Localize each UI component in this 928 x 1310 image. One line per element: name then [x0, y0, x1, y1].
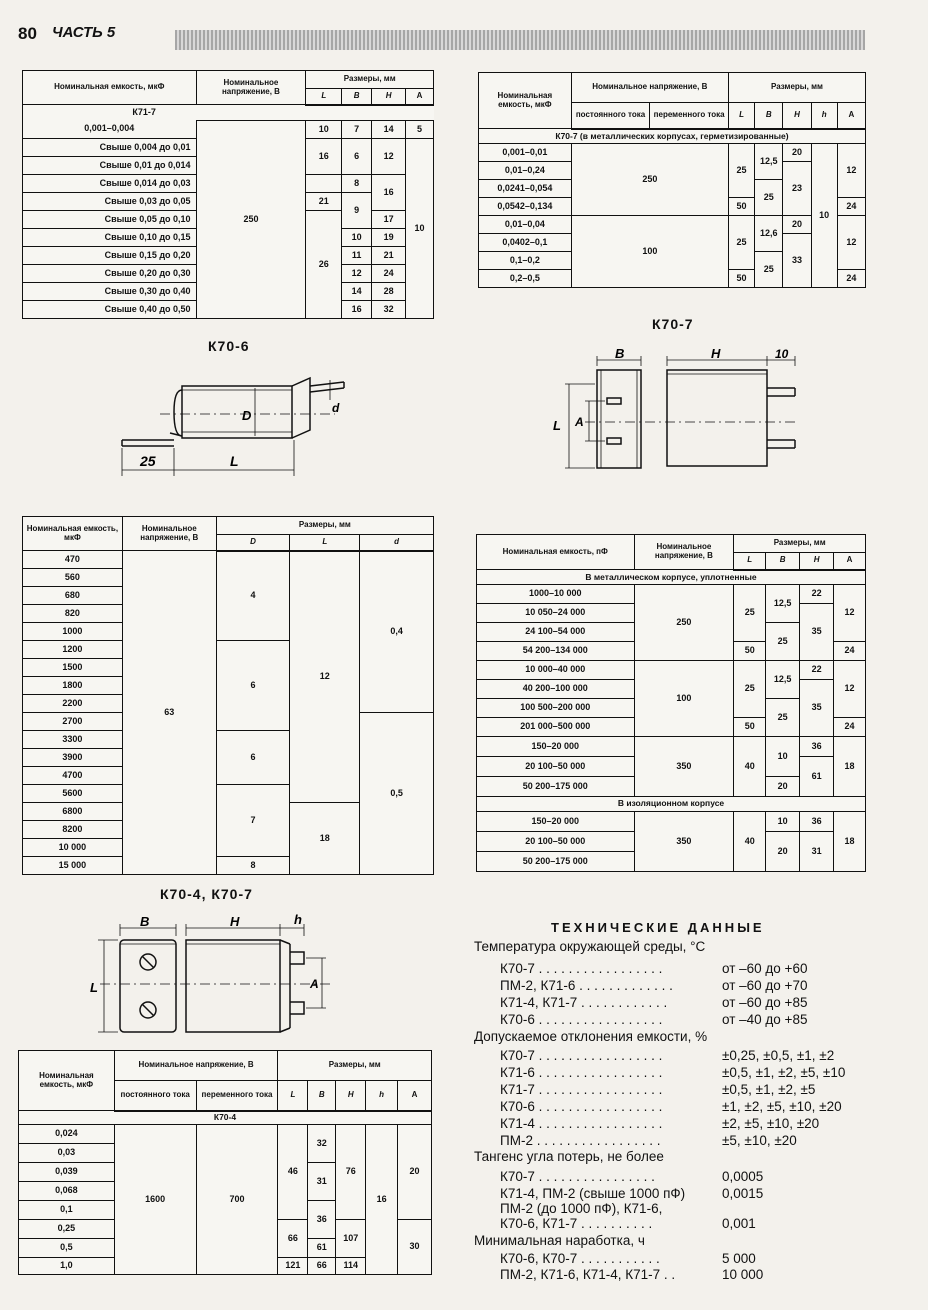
t4-H: 36 — [800, 737, 834, 757]
t5-head-capacity: Номинальная емкость, мкФ — [19, 1051, 115, 1111]
t5-head-dims: Размеры, мм — [278, 1051, 432, 1081]
t3-D: 4 — [216, 551, 290, 641]
t2-section: К70-7 (в металлических корпусах, герметизированные) — [479, 129, 866, 144]
t1-B: 7 — [342, 121, 372, 139]
dim-B: B — [140, 914, 150, 929]
t1-B: 12 — [342, 265, 372, 283]
t4-L: 50 — [734, 642, 766, 661]
t2-head-H: H — [783, 103, 811, 129]
tech-item-value: ±2, ±5, ±10, ±20 — [722, 1116, 820, 1131]
part-title: ЧАСТЬ 5 — [52, 24, 116, 41]
t4-v350: 350 — [634, 737, 734, 797]
table-row: 0,03 — [19, 1144, 115, 1163]
t2-head-A: A — [837, 103, 865, 129]
t2-A: 12 — [837, 144, 865, 198]
t2-A: 12 — [837, 216, 865, 270]
t1-L: 16 — [306, 139, 342, 175]
table-row: 4700 — [23, 767, 123, 785]
dim-h: h — [294, 912, 302, 927]
tech-title: ТЕХНИЧЕСКИЕ ДАННЫЕ — [551, 920, 765, 935]
tech-item-name: ПМ-2, К71-6 . . . . . . . . . . . . . — [500, 978, 673, 993]
t2-v250: 250 — [571, 144, 728, 216]
table-row: 1200 — [23, 641, 123, 659]
table-row: 8200 — [23, 821, 123, 839]
tech-item-name: К70-6, К71-7 . . . . . . . . . . — [500, 1216, 653, 1231]
t5-head-A: A — [398, 1081, 432, 1111]
table-row: 6800 — [23, 803, 123, 821]
tech-item-value: от –60 до +85 — [722, 995, 808, 1010]
t1-A: 5 — [406, 121, 434, 139]
table-row: 150–20 000 — [477, 812, 635, 832]
t5-B: 31 — [308, 1163, 336, 1201]
t3-d: 0,4 — [360, 551, 434, 713]
table-row: Свыше 0,15 до 0,20 — [23, 247, 197, 265]
table-row: 0,0402–0,1 — [479, 234, 572, 252]
t2-head-ac: переменного тока — [650, 103, 729, 129]
t4-v350b: 350 — [634, 812, 734, 872]
table-k70-7 — [478, 72, 866, 288]
table-row: 10 000 — [23, 839, 123, 857]
t1-head-L: L — [306, 89, 342, 105]
t4-B: 10 — [766, 737, 800, 777]
t1-H: 28 — [372, 283, 406, 301]
t3-D: 6 — [216, 731, 290, 785]
t4-H: 61 — [800, 757, 834, 797]
t4-H: 36 — [800, 812, 834, 832]
table-row: 0,01–0,04 — [479, 216, 572, 234]
table-row: 54 200–134 000 — [477, 642, 635, 661]
t2-head-dc: постоянного тока — [571, 103, 650, 129]
t3-L: 18 — [290, 803, 360, 875]
t4-B: 20 — [766, 777, 800, 797]
t4-A: 12 — [834, 585, 866, 642]
t2-B: 25 — [755, 180, 783, 216]
table-row: 0,039 — [19, 1163, 115, 1182]
t5-B: 32 — [308, 1125, 336, 1163]
table-row: 470 — [23, 551, 123, 569]
t2-B: 25 — [755, 252, 783, 288]
dim-B: B — [615, 348, 625, 361]
t5-B: 61 — [308, 1239, 336, 1258]
table-row: 1500 — [23, 659, 123, 677]
dim-L: L — [553, 418, 561, 433]
caption-k70-4: К70-4, К70-7 — [160, 886, 253, 902]
tech-item-name: К70-6 . . . . . . . . . . . . . . . . . — [500, 1012, 663, 1027]
t4-L: 25 — [734, 661, 766, 718]
t1-B: 10 — [342, 229, 372, 247]
t1-H: 24 — [372, 265, 406, 283]
tech-item-name: К70-7 . . . . . . . . . . . . . . . . — [500, 1169, 655, 1184]
t1-head-dims: Размеры, мм — [306, 71, 434, 89]
t1-B: 9 — [342, 193, 372, 229]
table-row: 40 200–100 000 — [477, 680, 635, 699]
t1-head-voltage: Номинальное напряжение, В — [196, 71, 306, 105]
tech-item-value: ±5, ±10, ±20 — [722, 1133, 797, 1148]
tech-item-name: К71-4, К71-7 . . . . . . . . . . . . — [500, 995, 668, 1010]
t1-H: 32 — [372, 301, 406, 319]
t2-H: 23 — [783, 162, 811, 216]
t1-H: 21 — [372, 247, 406, 265]
t3-head-dims: Размеры, мм — [216, 517, 433, 535]
table-row: 680 — [23, 587, 123, 605]
table-row: 100 500–200 000 — [477, 699, 635, 718]
tech-item-value: ±0,5, ±1, ±2, ±5, ±10 — [722, 1065, 846, 1080]
t1-head-H: H — [372, 89, 406, 105]
t2-h: 10 — [811, 144, 837, 288]
page-number: 80 — [18, 24, 37, 43]
table-row: 0,5 — [19, 1239, 115, 1258]
t3-head-capacity: Номинальная емкость, мкФ — [23, 517, 123, 551]
t1-A: 10 — [406, 139, 434, 319]
t5-L: 66 — [278, 1220, 308, 1258]
t1-L: 10 — [306, 121, 342, 139]
tech-item-name: К70-6 . . . . . . . . . . . . . . . . . — [500, 1099, 663, 1114]
t2-L: 25 — [728, 216, 754, 270]
t4-A: 12 — [834, 661, 866, 718]
tech-item-name: К71-4 . . . . . . . . . . . . . . . . . — [500, 1116, 663, 1131]
t4-H: 31 — [800, 832, 834, 872]
caption-k70-6: К70-6 — [208, 338, 250, 354]
t5-head-L: L — [278, 1081, 308, 1111]
t4-section1: В металлическом корпусе, уплотненные — [477, 570, 866, 585]
t3-L: 12 — [290, 551, 360, 803]
t4-head-capacity: Номинальная емкость, пФ — [477, 535, 635, 570]
t5-B: 66 — [308, 1258, 336, 1275]
tech-item-name: К71-4, ПМ-2 (свыше 1000 пФ) — [500, 1186, 686, 1201]
tech-group-lifetime: Минимальная наработка, ч — [474, 1233, 645, 1248]
t4-section2: В изоляционном корпусе — [477, 797, 866, 812]
dim-A: A — [575, 415, 584, 429]
table-row: 0,068 — [19, 1182, 115, 1201]
table-row: Свыше 0,03 до 0,05 — [23, 193, 197, 211]
t3-head-voltage: Номинальное напряжение, В — [122, 517, 216, 551]
t5-A: 20 — [398, 1125, 432, 1220]
table-row: 0,0542–0,134 — [479, 198, 572, 216]
table-row: 0,024 — [19, 1125, 115, 1144]
table-row: 15 000 — [23, 857, 123, 875]
table-row: 20 100–50 000 — [477, 832, 635, 852]
tech-item-name: К70-6, К70-7 . . . . . . . . . . . — [500, 1251, 660, 1266]
t5-H: 114 — [336, 1258, 366, 1275]
header-rule — [175, 30, 865, 50]
table-row: Свыше 0,014 до 0,03 — [23, 175, 197, 193]
t1-voltage: 250 — [196, 121, 306, 319]
table-row: 1000 — [23, 623, 123, 641]
dim-H: H — [230, 914, 240, 929]
k70-4-drawing — [90, 910, 420, 1040]
table-row: 201 000–500 000 — [477, 718, 635, 737]
t5-head-dc: постоянного тока — [114, 1081, 196, 1111]
table-row: 0,001–0,004 — [23, 121, 197, 139]
dim-H: H — [711, 348, 721, 361]
t5-L: 121 — [278, 1258, 308, 1275]
t4-L: 50 — [734, 718, 766, 737]
t1-B: 11 — [342, 247, 372, 265]
tech-item-value: 10 000 — [722, 1267, 764, 1282]
table-row: Свыше 0,20 до 0,30 — [23, 265, 197, 283]
table-row: 2200 — [23, 695, 123, 713]
t2-head-voltage: Номинальное напряжение, В — [571, 73, 728, 103]
table-row: 5600 — [23, 785, 123, 803]
t4-head-L: L — [734, 553, 766, 570]
t3-head-L: L — [290, 535, 360, 551]
t1-L: 21 — [306, 193, 342, 211]
t2-head-L: L — [728, 103, 754, 129]
table-row: Свыше 0,004 до 0,01 — [23, 139, 197, 157]
t5-H: 76 — [336, 1125, 366, 1220]
t1-H: 14 — [372, 121, 406, 139]
t5-head-ac: переменного тока — [196, 1081, 278, 1111]
t4-B: 25 — [766, 623, 800, 661]
table-row: 10 050–24 000 — [477, 604, 635, 623]
table-row: 3300 — [23, 731, 123, 749]
table-row: Свыше 0,10 до 0,15 — [23, 229, 197, 247]
t3-voltage: 63 — [122, 551, 216, 875]
table-row: 10 000–40 000 — [477, 661, 635, 680]
table-row: 20 100–50 000 — [477, 757, 635, 777]
t2-head-dims: Размеры, мм — [728, 73, 865, 103]
table-row: 150–20 000 — [477, 737, 635, 757]
t1-H: 17 — [372, 211, 406, 229]
t4-head-voltage: Номинальное напряжение, В — [634, 535, 734, 570]
table-row: 0,1–0,2 — [479, 252, 572, 270]
t1-head-capacity: Номинальная емкость, мкФ — [23, 71, 197, 105]
t2-head-B: B — [755, 103, 783, 129]
t4-B: 12,5 — [766, 661, 800, 699]
table-k70-6 — [22, 516, 434, 875]
t1-H: 12 — [372, 139, 406, 175]
t3-head-D: D — [216, 535, 290, 551]
t5-L: 46 — [278, 1125, 308, 1220]
t1-B: 8 — [342, 175, 372, 193]
tech-group-tan: Тангенс угла потерь, не более — [474, 1149, 664, 1164]
t1-H: 19 — [372, 229, 406, 247]
t2-B: 12,5 — [755, 144, 783, 180]
dim-L: L — [90, 980, 98, 995]
t2-H: 20 — [783, 144, 811, 162]
tech-item-value: ±0,25, ±0,5, ±1, ±2 — [722, 1048, 835, 1063]
tech-item-value: 0,0015 — [722, 1186, 764, 1201]
tech-item-value: 0,0005 — [722, 1169, 764, 1184]
table-row: 1000–10 000 — [477, 585, 635, 604]
t4-B: 25 — [766, 699, 800, 737]
t1-H: 16 — [372, 175, 406, 211]
t2-L: 50 — [728, 270, 754, 288]
t4-H: 22 — [800, 661, 834, 680]
t1-B: 14 — [342, 283, 372, 301]
t4-head-H: H — [800, 553, 834, 570]
tech-item-name: К70-7 . . . . . . . . . . . . . . . . . — [500, 961, 663, 976]
t2-L: 25 — [728, 144, 754, 198]
tech-item-name: ПМ-2, К71-6, К71-4, К71-7 . . — [500, 1267, 676, 1282]
table-k70-4-pf — [476, 534, 866, 872]
k70-7-drawing — [545, 348, 810, 476]
t2-H: 20 — [783, 216, 811, 234]
dim-d: d — [332, 401, 340, 415]
t4-H: 35 — [800, 604, 834, 661]
t4-A: 24 — [834, 642, 866, 661]
t2-A: 24 — [837, 198, 865, 216]
tech-item-name: К70-7 . . . . . . . . . . . . . . . . . — [500, 1048, 663, 1063]
dim-D: D — [242, 408, 252, 423]
table-row: 0,01–0,24 — [479, 162, 572, 180]
tech-item-name: ПМ-2 (до 1000 пФ), К71-6, — [500, 1201, 663, 1216]
tech-item-name: К71-6 . . . . . . . . . . . . . . . . . — [500, 1065, 663, 1080]
t4-v100: 100 — [634, 661, 734, 737]
t4-A: 18 — [834, 812, 866, 872]
tech-item-name: ПМ-2 . . . . . . . . . . . . . . . . . — [500, 1133, 661, 1148]
tech-group-temperature: Температура окружающей среды, °С — [474, 939, 706, 954]
tech-group-tolerance: Допускаемое отклонения емкости, % — [474, 1029, 708, 1044]
t3-D: 8 — [216, 857, 290, 875]
t4-H: 22 — [800, 585, 834, 604]
dim-A: A — [310, 977, 319, 991]
t4-A: 18 — [834, 737, 866, 797]
tech-item-name: К71-7 . . . . . . . . . . . . . . . . . — [500, 1082, 663, 1097]
t1-B: 16 — [342, 301, 372, 319]
t1-L: 26 — [306, 211, 342, 319]
table-k71-7 — [22, 70, 434, 319]
table-row: 820 — [23, 605, 123, 623]
t4-B: 10 — [766, 812, 800, 832]
t4-L: 25 — [734, 585, 766, 642]
t4-head-A: A — [834, 553, 866, 570]
t3-head-d: d — [360, 535, 434, 551]
t5-head-B: B — [308, 1081, 336, 1111]
table-row: 0,0241–0,054 — [479, 180, 572, 198]
table-row: 50 200–175 000 — [477, 777, 635, 797]
t1-head-A: A — [406, 89, 434, 105]
table-row: 50 200–175 000 — [477, 852, 635, 872]
t5-head-H: H — [336, 1081, 366, 1111]
t5-section: К70-4 — [19, 1111, 432, 1125]
table-row: 1800 — [23, 677, 123, 695]
tech-item-value: от –40 до +85 — [722, 1012, 808, 1027]
table-row: 1,0 — [19, 1258, 115, 1275]
t1-B: 6 — [342, 139, 372, 175]
t4-A: 24 — [834, 718, 866, 737]
t4-H: 35 — [800, 680, 834, 737]
t4-B: 20 — [766, 832, 800, 872]
k70-6-drawing — [110, 368, 350, 480]
table-row: 3900 — [23, 749, 123, 767]
table-k70-4 — [18, 1050, 432, 1275]
t5-ac: 700 — [196, 1125, 278, 1275]
t2-B: 12,6 — [755, 216, 783, 252]
tech-item-value: 0,001 — [722, 1216, 756, 1231]
t5-A: 30 — [398, 1220, 432, 1275]
tech-item-value: ±0,5, ±1, ±2, ±5 — [722, 1082, 816, 1097]
table-row: 24 100–54 000 — [477, 623, 635, 642]
table-row: 0,25 — [19, 1220, 115, 1239]
t5-H: 107 — [336, 1220, 366, 1258]
tech-item-value: ±1, ±2, ±5, ±10, ±20 — [722, 1099, 842, 1114]
table-row: 0,001–0,01 — [479, 144, 572, 162]
caption-k70-7: К70-7 — [652, 316, 694, 332]
t4-B: 12,5 — [766, 585, 800, 623]
table-row: Свыше 0,01 до 0,014 — [23, 157, 197, 175]
table-row: Свыше 0,30 до 0,40 — [23, 283, 197, 301]
t2-v100: 100 — [571, 216, 728, 288]
t4-head-B: B — [766, 553, 800, 570]
t1-head-B: B — [342, 89, 372, 105]
t4-L: 40 — [734, 737, 766, 797]
tech-item-value: от –60 до +60 — [722, 961, 808, 976]
t2-L: 50 — [728, 198, 754, 216]
t4-v250: 250 — [634, 585, 734, 661]
tech-item-value: 5 000 — [722, 1251, 756, 1266]
t4-L: 40 — [734, 812, 766, 872]
t2-H: 33 — [783, 234, 811, 288]
table-row: 560 — [23, 569, 123, 587]
tech-item-value: от –60 до +70 — [722, 978, 808, 993]
dim-25: 25 — [140, 453, 156, 469]
t3-d: 0,5 — [360, 713, 434, 875]
t5-h: 16 — [366, 1125, 398, 1275]
t5-head-voltage: Номинальное напряжение, В — [114, 1051, 278, 1081]
t3-D: 7 — [216, 785, 290, 857]
table-row: 2700 — [23, 713, 123, 731]
t5-head-h: h — [366, 1081, 398, 1111]
t4-head-dims: Размеры, мм — [734, 535, 866, 553]
t5-dc: 1600 — [114, 1125, 196, 1275]
dim-L: L — [230, 453, 239, 469]
t2-head-capacity: Номинальная емкость, мкФ — [479, 73, 572, 129]
t1-section: К71-7 — [23, 105, 306, 121]
table-row: 0,1 — [19, 1201, 115, 1220]
dim-10: 10 — [775, 348, 789, 361]
t5-B: 36 — [308, 1201, 336, 1239]
t2-head-h: h — [811, 103, 837, 129]
t2-A: 24 — [837, 270, 865, 288]
t3-D: 6 — [216, 641, 290, 731]
table-row: 0,2–0,5 — [479, 270, 572, 288]
table-row: Свыше 0,05 до 0,10 — [23, 211, 197, 229]
table-row: Свыше 0,40 до 0,50 — [23, 301, 197, 319]
